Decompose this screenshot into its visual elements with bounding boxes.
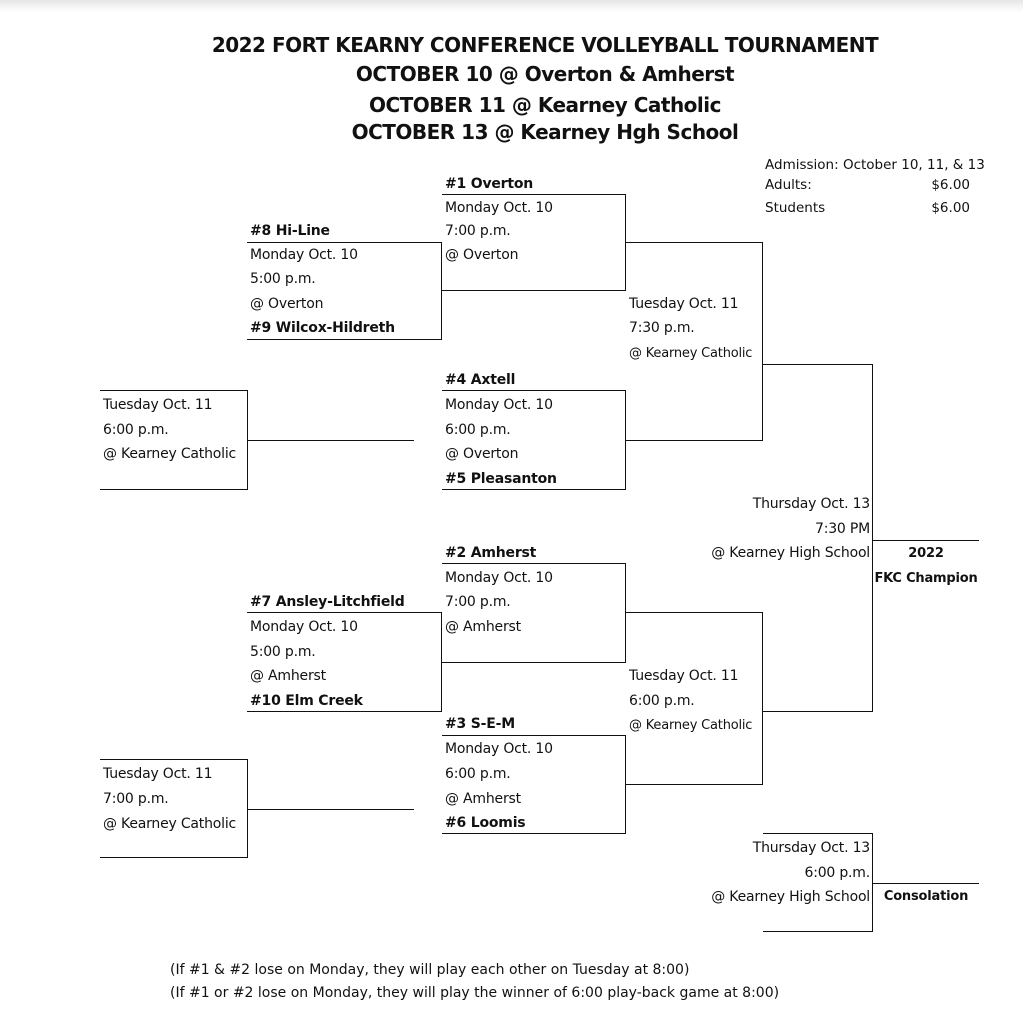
tournament-title: 2022 FORT KEARNY CONFERENCE VOLLEYBALL TOURNAMENT bbox=[211, 33, 879, 57]
game-8-9-time: 5:00 p.m. bbox=[250, 271, 316, 287]
title-date-line-2: OCTOBER 11 @ Kearney Catholic bbox=[368, 93, 721, 117]
team-10-elm-creek: #10 Elm Creek bbox=[250, 693, 363, 709]
top-semi-time: 7:30 p.m. bbox=[629, 320, 695, 336]
top-playback-time: 6:00 p.m. bbox=[103, 422, 169, 438]
note-line-1: (If #1 & #2 lose on Monday, they will play each other on Tuesday at 8:00) bbox=[170, 962, 690, 978]
bracket-line bbox=[626, 440, 763, 441]
bracket-line bbox=[763, 931, 873, 932]
game-3-6-time: 6:00 p.m. bbox=[445, 766, 511, 782]
adults-label: Adults: bbox=[765, 177, 812, 193]
champion-label: FKC Champion bbox=[874, 571, 978, 586]
game-1-time: 7:00 p.m. bbox=[445, 223, 511, 239]
bracket-line bbox=[100, 390, 248, 391]
bracket-line bbox=[247, 440, 414, 441]
bracket-line bbox=[100, 759, 248, 760]
title-date-line-1: OCTOBER 10 @ Overton & Amherst bbox=[355, 62, 735, 86]
bracket-line bbox=[625, 563, 626, 663]
bracket-line bbox=[442, 489, 626, 490]
bottom-semi-day: Tuesday Oct. 11 bbox=[629, 668, 739, 684]
bracket-line bbox=[100, 489, 248, 490]
bracket-line bbox=[872, 364, 873, 712]
consolation-day: Thursday Oct. 13 bbox=[752, 840, 870, 856]
bracket-line bbox=[247, 612, 442, 613]
bracket-line bbox=[441, 612, 442, 712]
game-2-day: Monday Oct. 10 bbox=[445, 570, 553, 586]
bracket-line bbox=[442, 390, 626, 391]
game-4-5-site: @ Overton bbox=[445, 446, 519, 462]
bracket-line bbox=[442, 735, 626, 736]
team-9-wilcox-hildreth: #9 Wilcox-Hildreth bbox=[250, 320, 395, 336]
game-2-site: @ Amherst bbox=[445, 619, 521, 635]
bracket-line bbox=[442, 290, 626, 291]
champion-line bbox=[873, 540, 979, 541]
final-day: Thursday Oct. 13 bbox=[752, 496, 870, 512]
consolation-time: 6:00 p.m. bbox=[804, 865, 870, 881]
bracket-line bbox=[763, 833, 873, 834]
bottom-semi-site: @ Kearney Catholic bbox=[629, 718, 753, 733]
bracket-line bbox=[247, 809, 414, 810]
game-7-10-day: Monday Oct. 10 bbox=[250, 619, 358, 635]
game-7-10-site: @ Amherst bbox=[250, 668, 326, 684]
bracket-line bbox=[441, 242, 442, 340]
consolation-line bbox=[873, 883, 979, 884]
team-6-loomis: #6 Loomis bbox=[445, 815, 526, 831]
game-4-5-time: 6:00 p.m. bbox=[445, 422, 511, 438]
adults-price: $6.00 bbox=[931, 177, 970, 193]
bracket-line bbox=[763, 711, 873, 712]
students-price: $6.00 bbox=[931, 200, 970, 216]
bracket-line bbox=[442, 563, 626, 564]
final-time: 7:30 PM bbox=[814, 521, 870, 537]
bracket-line bbox=[442, 833, 626, 834]
bracket-line bbox=[442, 194, 626, 195]
bracket-line bbox=[247, 711, 442, 712]
bottom-playback-day: Tuesday Oct. 11 bbox=[103, 766, 213, 782]
game-3-6-site: @ Amherst bbox=[445, 791, 521, 807]
champion-year: 2022 bbox=[908, 546, 944, 561]
admission-label: Admission: October 10, 11, & 13 bbox=[765, 157, 985, 173]
bottom-semi-time: 6:00 p.m. bbox=[629, 693, 695, 709]
bracket-line bbox=[626, 242, 763, 243]
game-4-5-day: Monday Oct. 10 bbox=[445, 397, 553, 413]
bracket-line bbox=[442, 662, 626, 663]
bracket-line bbox=[626, 612, 763, 613]
bracket-line bbox=[763, 364, 873, 365]
top-playback-day: Tuesday Oct. 11 bbox=[103, 397, 213, 413]
bracket-line bbox=[100, 857, 248, 858]
game-1-day: Monday Oct. 10 bbox=[445, 200, 553, 216]
game-8-9-day: Monday Oct. 10 bbox=[250, 247, 358, 263]
game-3-6-day: Monday Oct. 10 bbox=[445, 741, 553, 757]
bracket-line bbox=[247, 242, 442, 243]
final-site: @ Kearney High School bbox=[711, 545, 870, 561]
bottom-playback-site: @ Kearney Catholic bbox=[103, 816, 237, 832]
team-5-pleasanton: #5 Pleasanton bbox=[445, 471, 557, 487]
top-semi-site: @ Kearney Catholic bbox=[629, 346, 753, 361]
title-date-line-3: OCTOBER 13 @ Kearney Hgh School bbox=[351, 120, 739, 144]
team-3-sem: #3 S-E-M bbox=[445, 716, 515, 732]
note-line-2: (If #1 or #2 lose on Monday, they will play the winner of 6:00 play-back game at 8:00) bbox=[170, 985, 780, 1001]
bracket-line bbox=[762, 242, 763, 441]
team-1-overton: #1 Overton bbox=[445, 176, 534, 192]
bottom-playback-time: 7:00 p.m. bbox=[103, 791, 169, 807]
consolation-site: @ Kearney High School bbox=[711, 889, 870, 905]
game-2-time: 7:00 p.m. bbox=[445, 594, 511, 610]
team-7-ansley-litchfield: #7 Ansley-Litchfield bbox=[250, 594, 405, 610]
game-1-site: @ Overton bbox=[445, 247, 519, 263]
bracket-line bbox=[247, 339, 442, 340]
students-label: Students bbox=[765, 200, 826, 216]
page-top-shadow bbox=[0, 0, 1023, 12]
bracket-line bbox=[626, 784, 763, 785]
consolation-label: Consolation bbox=[883, 889, 969, 904]
game-7-10-time: 5:00 p.m. bbox=[250, 644, 316, 660]
top-semi-day: Tuesday Oct. 11 bbox=[629, 296, 739, 312]
game-8-9-site: @ Overton bbox=[250, 296, 324, 312]
team-8-hi-line: #8 Hi-Line bbox=[250, 223, 330, 239]
bracket-line bbox=[762, 612, 763, 785]
team-2-amherst: #2 Amherst bbox=[445, 545, 537, 561]
team-4-axtell: #4 Axtell bbox=[445, 372, 516, 388]
top-playback-site: @ Kearney Catholic bbox=[103, 446, 237, 462]
